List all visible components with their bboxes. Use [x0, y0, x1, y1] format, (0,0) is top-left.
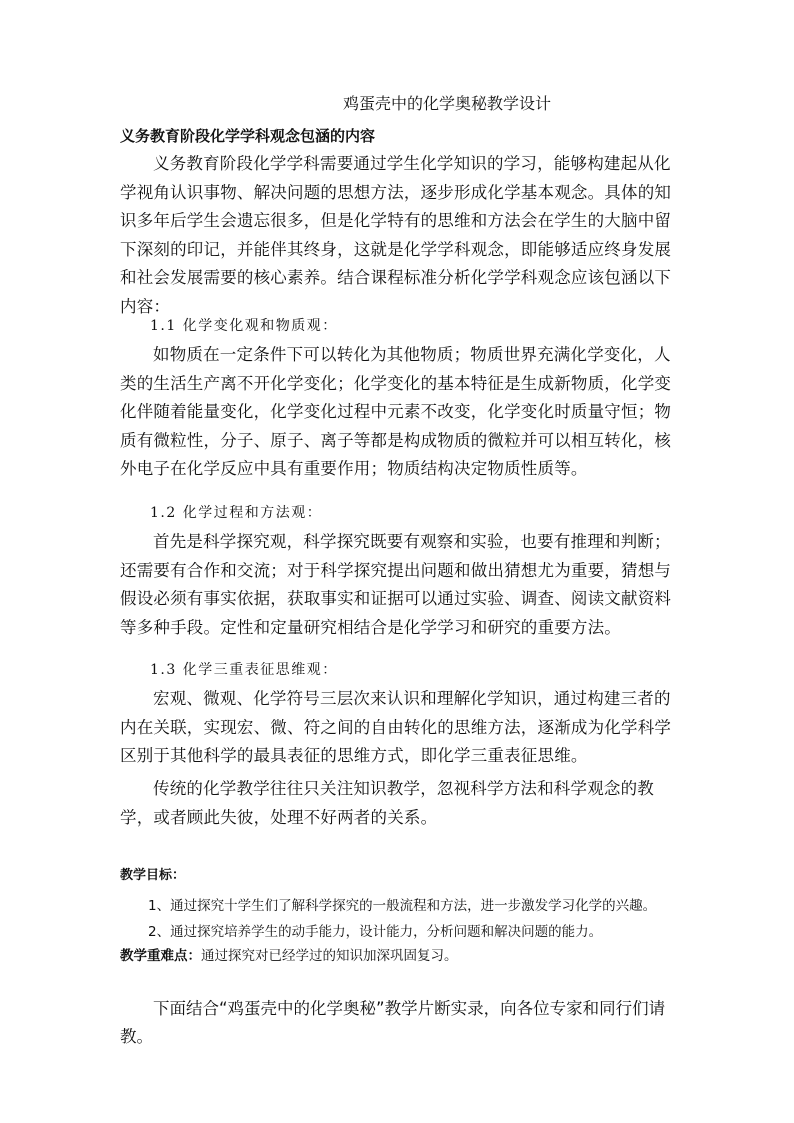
- key-points-label: 教学重难点：: [120, 948, 201, 964]
- key-points-line: [120, 946, 458, 966]
- subsection-text-1-2: 首先是科学探究观，科学探究既要有观察和实验，也要有推理和判断；还需要有合作和交流；对于科学探究提出问题和做出猜想尤为重要，猜想与假设必须有事实依据，获取事实和证据可以通过实验、调查、阅读文献资料等多种手段。定性和定量研究相结合是化学学习和研究的重要方法。: [120, 532, 672, 637]
- intro-paragraph: 义务教育阶段化学学科需要通过学生化学知识的学习，能够构建起从化学视角认识事物、解决问题的思想方法，逐步形成化学基本观念。具体的知识多年后学生会遗忘很多，但是化学特有的思维和方法会在学生的大脑中留下深刻的印记，并能伴其终身，这就是化学学科观念，即能够适应终身发展和社会发展需要的核心素养。结合课程标准分析化学学科观念应该包涵以下内容：: [120, 154, 672, 316]
- subsection-text-1-3: 宏观、微观、化学符号三层次来认识和理解化学知识，通过构建三者的内在关联，实现宏、微、符之间的自由转化的思维方法，逐渐成为化学科学区别于其他科学的最具表征的思维方式，即化学三重表征思维。: [120, 689, 672, 765]
- traditional-paragraph: 传统的化学教学往往只关注知识教学，忽视科学方法和科学观念的教学，或者顾此失彼，处理不好两者的关系。: [120, 779, 654, 827]
- closing-paragraph: 下面结合“鸡蛋壳中的化学奥秘”教学片断实录，向各位专家和同行们请教。: [120, 999, 666, 1046]
- key-points-text: 通过探究对已经学过的知识加深巩固复习。: [201, 948, 458, 964]
- goal-item-2: 2、通过探究培养学生的动手能力，设计能力，分析问题和解决问题的能力。: [148, 924, 603, 940]
- subsection-heading-1-3: 1.3 化学三重表征思维观：: [150, 662, 338, 678]
- goals-heading: 教学目标：: [120, 868, 186, 883]
- goal-item-1: 1、通过探究十学生们了解科学探究的一般流程和方法，进一步激发学习化学的兴趣。: [148, 898, 657, 914]
- subsection-heading-1-2: 1.2 化学过程和方法观：: [150, 505, 323, 521]
- subsection-text-1-1: 如物质在一定条件下可以转化为其他物质；物质世界充满化学变化，人类的生活生产离不开化学变化；化学变化的基本特征是生成新物质，化学变化伴随着能量变化，化学变化过程中元素不改变，化学变化时质量守恒；物质有微粒性，分子、原子、离子等都是构成物质的微粒并可以相互转化，核外电子在化学反应中具有重要作用；物质结构决定物质性质等。: [120, 345, 672, 478]
- subsection-heading-1-1: 1.1 化学变化观和物质观：: [150, 318, 338, 334]
- document-title: 鸡蛋壳中的化学奥秘教学设计: [342, 94, 551, 113]
- section-heading: 义务教育阶段化学学科观念包涵的内容: [120, 127, 376, 145]
